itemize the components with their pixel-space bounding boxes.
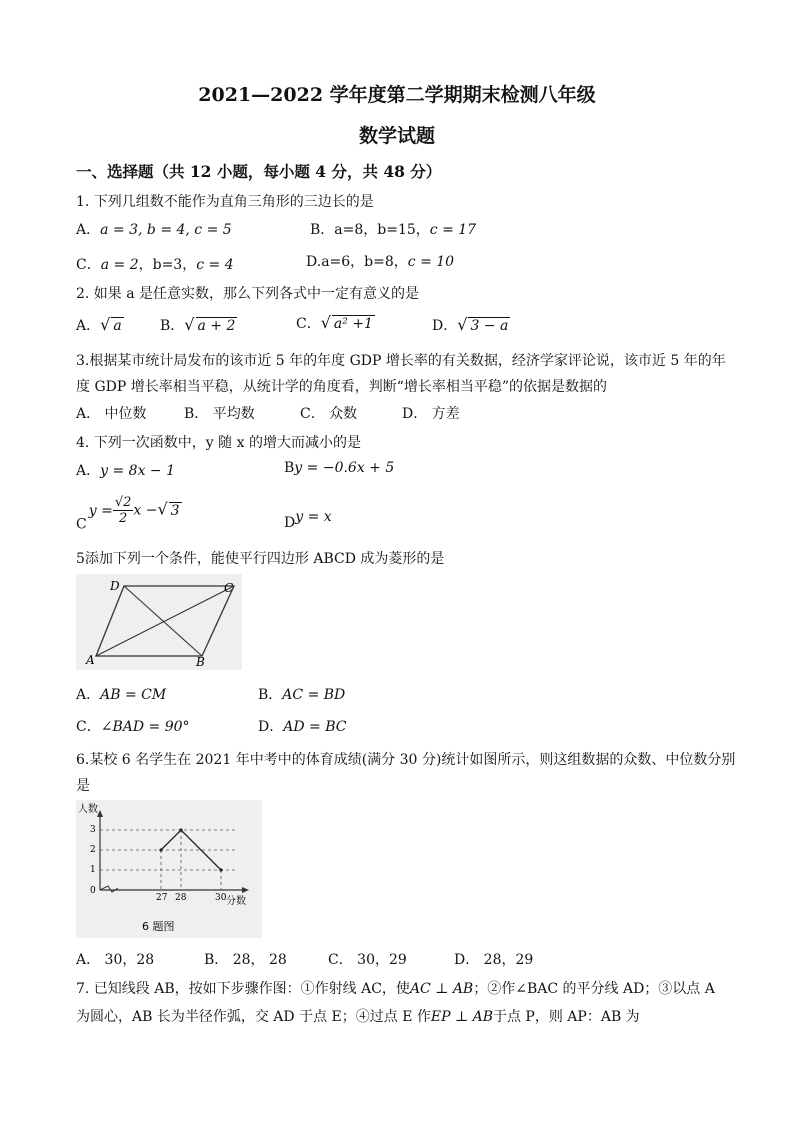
q7-l2-math: EP ⊥ AB	[430, 1009, 493, 1025]
q3-option-a: A． 中位数	[76, 406, 147, 422]
data-point-27	[159, 848, 162, 851]
q2-c-prefix: C．	[296, 316, 321, 332]
q1-b-math: c = 17	[429, 222, 477, 238]
q1-c-text: ，b=3，	[138, 257, 197, 273]
y-axis-label: 人数	[78, 804, 98, 815]
q2-option-d	[432, 315, 510, 335]
vertex-label-d: D	[110, 579, 120, 593]
q5-option-b	[258, 684, 345, 704]
q4-d-math: y = x	[295, 509, 332, 525]
q1-b-prefix: B．	[310, 222, 335, 238]
q4-a-math: y = 8x − 1	[100, 463, 176, 479]
q5-c-prefix: C．	[76, 719, 101, 735]
diagonal-ac	[96, 586, 234, 656]
q2-b-radicand: a + 2	[197, 318, 236, 334]
q3-line2: 度 GDP 增长率相当平稳，从统计学的角度看，判断“增长率相当平稳”的依据是数据的	[76, 379, 608, 395]
x-tick-28: 28	[175, 893, 187, 903]
q3-option-b: B． 平均数	[184, 406, 255, 422]
q7-l1-math: AC ⊥ AB	[409, 981, 474, 997]
q7-l2-text-a: 为圆心，AB 长为半径作弧，交 AD 于点 E；④过点 E 作	[76, 1009, 431, 1025]
q3-option-d: D． 方差	[402, 406, 460, 422]
q1-c-math1: a = 2	[100, 257, 139, 273]
q1-d-text: a=6，b=8，	[321, 254, 408, 270]
q4-stem: 4. 下列一次函数中，y 随 x 的增大而减小的是	[76, 435, 361, 451]
q6-line2: 是	[76, 778, 90, 794]
q4-c-mid: x −	[133, 502, 158, 519]
q2-a-prefix: A．	[76, 318, 101, 334]
q1-option-a	[76, 219, 232, 239]
q5-stem: 5添加下列一个条件，能使平行四边形 ABCD 成为菱形的是	[76, 551, 445, 567]
q5-a-prefix: A．	[76, 687, 101, 703]
q1-stem: 1. 下列几组数不能作为直角三角形的三边长的是	[76, 194, 374, 210]
q1-d-math: c = 10	[407, 254, 455, 270]
parallelogram-figure	[76, 574, 242, 670]
page-subtitle: 数学试题	[358, 125, 435, 147]
q6-option-d: D． 28，29	[454, 952, 534, 968]
q6-option-c: C． 30，29	[328, 952, 407, 968]
q4-a-prefix: A．	[76, 463, 101, 479]
data-point-30	[219, 868, 222, 871]
q2-d-radicand: 3 − a	[470, 318, 509, 334]
y-tick-1: 1	[90, 865, 96, 875]
vertex-label-a: A	[86, 653, 95, 667]
parallelogram-diagram	[76, 574, 242, 670]
radical-sign: √	[157, 499, 168, 519]
q4-b-prefix: B	[284, 460, 295, 476]
q1-b-text: a=8，b=15，	[334, 222, 430, 238]
q5-c-math: ∠BAD = 90°	[100, 719, 190, 735]
q5-option-c	[76, 716, 190, 736]
score-line-chart	[76, 800, 262, 938]
q4-c-prefix: C	[76, 516, 87, 533]
q6-option-a: A． 30，28	[76, 952, 155, 968]
x-axis-label: 分数	[226, 896, 246, 907]
score-chart-figure	[76, 800, 262, 938]
q2-option-c	[296, 313, 375, 333]
q6-line1: 6.某校 6 名学生在 2021 年中考中的体育成绩(满分 30 分)统计如图所示，则这组数据的众数、中位数分别	[76, 752, 736, 768]
q2-a-radicand: a	[113, 318, 122, 334]
q4-option-d	[284, 509, 332, 531]
x-tick-30: 30	[215, 893, 227, 903]
y-tick-0: 0	[90, 886, 96, 896]
q5-b-math: AC = BD	[282, 687, 346, 703]
q3-option-c: C． 众数	[300, 406, 358, 422]
radical-sign: √	[100, 315, 111, 334]
radical-sign: √	[457, 315, 468, 334]
q2-option-a	[76, 315, 124, 335]
q4-c-lhs: y =	[88, 502, 113, 519]
q6-option-b: B． 28， 28	[204, 952, 287, 968]
q1-option-c	[76, 254, 234, 274]
q1-c-math2: c = 4	[196, 257, 234, 273]
q2-option-b	[160, 315, 237, 335]
page-title: 2021—2022 学年度第二学期期末检测八年级	[198, 84, 596, 106]
q5-b-prefix: B．	[258, 687, 283, 703]
q4-option-a	[76, 460, 175, 480]
q4-d-prefix: D	[284, 515, 296, 531]
q7-l2-text-b: 于点 P，则 AP：AB 为	[492, 1009, 640, 1025]
q5-d-math: AD = BC	[283, 719, 347, 735]
y-tick-3: 3	[90, 825, 96, 835]
vertex-label-c: C	[224, 581, 234, 595]
q1-d-prefix: D.	[306, 254, 322, 270]
q1-option-d	[306, 251, 454, 271]
q5-d-prefix: D．	[258, 719, 284, 735]
q2-d-prefix: D．	[432, 318, 458, 334]
q1-c-prefix: C．	[76, 257, 101, 273]
vertex-label-b: B	[196, 655, 205, 669]
q4-c-numerator: √2	[114, 495, 132, 510]
q7-l1-text-a: 7. 已知线段 AB，按如下步骤作图：①作射线 AC，使	[76, 981, 410, 997]
radical-sign: √	[184, 315, 195, 334]
q1-a-prefix: A．	[76, 222, 101, 238]
q3-line1: 3.根据某市统计局发布的该市近 5 年的年度 GDP 增长率的有关数据，经济学家评论说，该市近 5 年的年	[76, 353, 726, 369]
q4-c-fraction	[113, 495, 134, 526]
q1-option-b	[310, 219, 476, 239]
q7-line1	[76, 978, 715, 998]
radical-sign: √	[320, 313, 331, 332]
q5-a-math: AB = CM	[100, 687, 167, 703]
q1-a-math: a = 3, b = 4, c = 5	[100, 222, 232, 238]
q5-option-a	[76, 684, 166, 704]
section-heading: 一、选择题（共 12 小题，每小题 4 分，共 48 分）	[76, 162, 442, 181]
q4-option-c	[76, 495, 182, 533]
q4-b-math: y = −0.6x + 5	[294, 460, 395, 476]
q2-c-radicand: a² +1	[333, 316, 373, 332]
q4-c-radicand: 3	[170, 502, 180, 519]
y-tick-2: 2	[90, 845, 96, 855]
q7-line2	[76, 1006, 640, 1026]
x-axis-arrow	[242, 887, 249, 893]
q4-option-b	[284, 460, 394, 476]
diagonal-bd	[124, 586, 202, 656]
x-tick-27: 27	[156, 893, 168, 903]
q2-stem: 2. 如果 a 是任意实数，那么下列各式中一定有意义的是	[76, 286, 420, 302]
q2-b-prefix: B．	[160, 318, 185, 334]
data-point-28	[179, 828, 182, 831]
q5-option-d	[258, 716, 346, 736]
figure-caption: 6 题图	[142, 920, 175, 933]
axis-break-mark	[100, 886, 118, 892]
q7-l1-text-b: ；②作∠BAC 的平分线 AD；③以点 A	[473, 981, 715, 997]
q4-c-denominator: 2	[118, 511, 128, 526]
